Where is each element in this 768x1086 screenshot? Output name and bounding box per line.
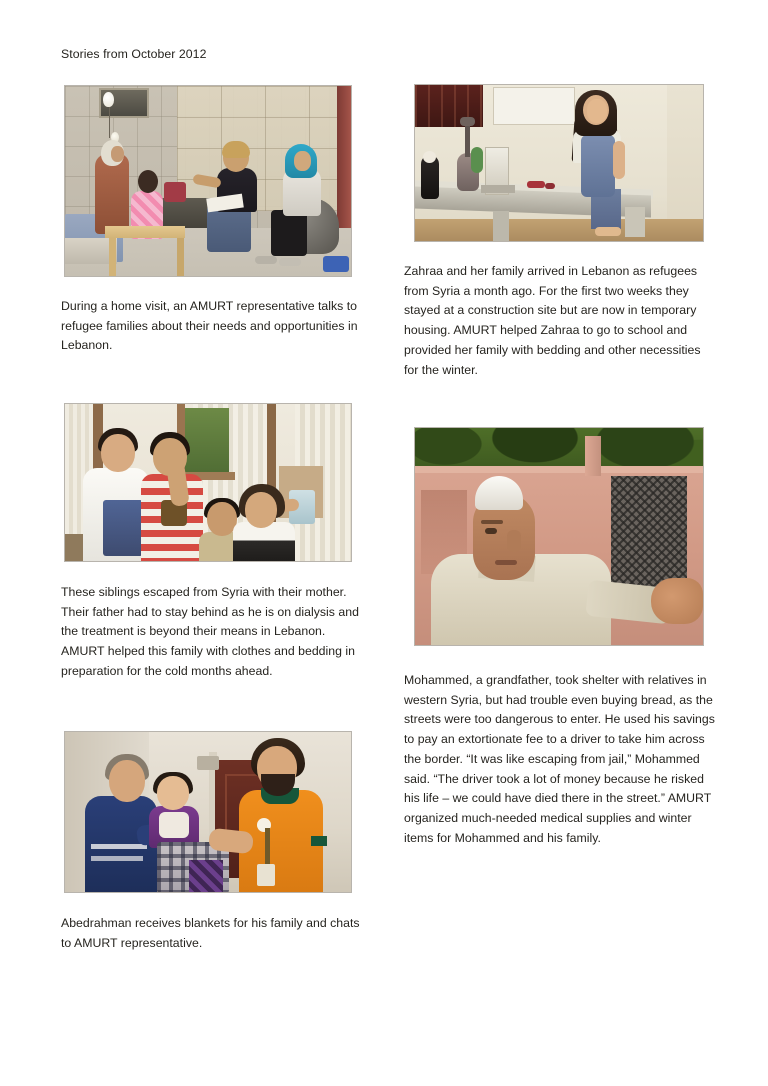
small-red-object [545, 183, 555, 189]
page-title: Stories from October 2012 [61, 47, 207, 61]
girl-dark-vest [233, 522, 295, 562]
child-head [138, 170, 158, 193]
photo-siblings-scene [65, 404, 351, 561]
boy-one-head [101, 434, 135, 472]
mohammed-mouth [495, 560, 517, 565]
table-leg-left [109, 238, 116, 277]
child-bib [159, 812, 189, 838]
caption-siblings: These siblings escaped from Syria with their mother. Their father had to stay behind as he is on dialysis and the treatment is beyond their means in Lebanon. AMURT helped this family with clothes and bedding in preparation for the cold months ahead. [61, 585, 359, 678]
bench-support-left [493, 211, 509, 242]
mohammed-nose [507, 530, 521, 552]
tiled-floor [415, 219, 703, 241]
jacket-stripe-upper [91, 844, 147, 849]
photo-siblings [64, 403, 352, 562]
girl-head [245, 492, 277, 528]
hookah-bowl [460, 117, 475, 126]
woman-in-orange-dress [95, 154, 129, 234]
photo-abedrahman [64, 731, 352, 893]
sandal [255, 256, 277, 264]
id-card [257, 864, 275, 886]
caption-zahraa: Zahraa and her family arrived in Lebanon as refugees from Syria a month ago. For the first two weeks they stayed at a construction site but are now in temporary housing. AMURT helped Zahraa to go to school and provided her family with bedding and other necessities for the winter. [404, 264, 701, 377]
jacket-stripe-lower [91, 856, 143, 861]
photo-abedrahman-scene [65, 732, 351, 892]
tshirt-graphic-print [103, 500, 143, 556]
white-wall-panel [493, 87, 575, 125]
wall-unit [197, 756, 219, 770]
wooden-table-top [105, 226, 185, 238]
metal-tray [481, 185, 515, 193]
hookah-hose [471, 147, 483, 173]
mohammed-eye [485, 528, 497, 534]
zahraa-feet [595, 227, 621, 236]
second-blanket [189, 860, 223, 893]
photo-mohammed [414, 427, 704, 646]
bird-head [423, 151, 436, 163]
caption-home-visit: During a home visit, an AMURT representative talks to refugee families about their needs and opportunities in Lebanon. [61, 299, 358, 353]
red-bag [164, 182, 186, 202]
window-with-foliage [183, 408, 229, 478]
mohammed-hand [651, 578, 703, 624]
zahraa-denim-overalls [581, 135, 615, 197]
stone-wall-joints [177, 86, 352, 211]
red-object-on-bench [527, 181, 545, 188]
caption-mohammed: Mohammed, a grandfather, took shelter with relatives in western Syria, but had trouble even buying bread, as the streets were too dangerous to enter. He used his savings to pay an extortionate fee to a driver to take him across the border. “It was like escaping from jail,” Mohammed said. “The driver took a lot of money because he risked his life – we could have died there in the street.” AMURT organized much-needed medical supplies and winter items for Mohammed and his family. [404, 673, 715, 845]
metal-mesh-screen [611, 476, 687, 588]
bench-support-right [625, 207, 645, 237]
zahraa-arm [613, 141, 625, 179]
caption-abedrahman: Abedrahman receives blankets for his family and chats to AMURT representative. [61, 916, 360, 950]
photo-zahraa-scene [415, 85, 703, 241]
photo-home-visit-scene [65, 86, 351, 276]
photo-home-visit [64, 85, 352, 277]
red-curtain [337, 86, 351, 236]
amurt-representative-hair [222, 141, 250, 158]
representative-arm [208, 828, 254, 854]
woman-face [111, 146, 124, 162]
photo-mohammed-scene [415, 428, 703, 645]
lanyard [265, 828, 270, 868]
young-woman-trousers [271, 210, 307, 256]
sandal-pair [279, 258, 301, 266]
light-bulb-icon [103, 92, 114, 107]
wall-pillar [585, 436, 601, 476]
amurt-representative-jeans [207, 206, 251, 252]
table-leg-right [177, 238, 184, 276]
orange-shirt-sleeve-trim [311, 836, 327, 846]
mohammed-eyebrow [481, 520, 503, 524]
abedrahman-head [109, 760, 145, 802]
zahraa-face [587, 99, 607, 123]
wall-coping [415, 466, 703, 473]
young-woman-face [294, 151, 311, 171]
hookah-stem [465, 123, 470, 157]
blue-cloth [323, 256, 349, 272]
photo-zahraa [414, 84, 704, 242]
child-head [157, 776, 189, 810]
boy-two-head [153, 438, 187, 476]
